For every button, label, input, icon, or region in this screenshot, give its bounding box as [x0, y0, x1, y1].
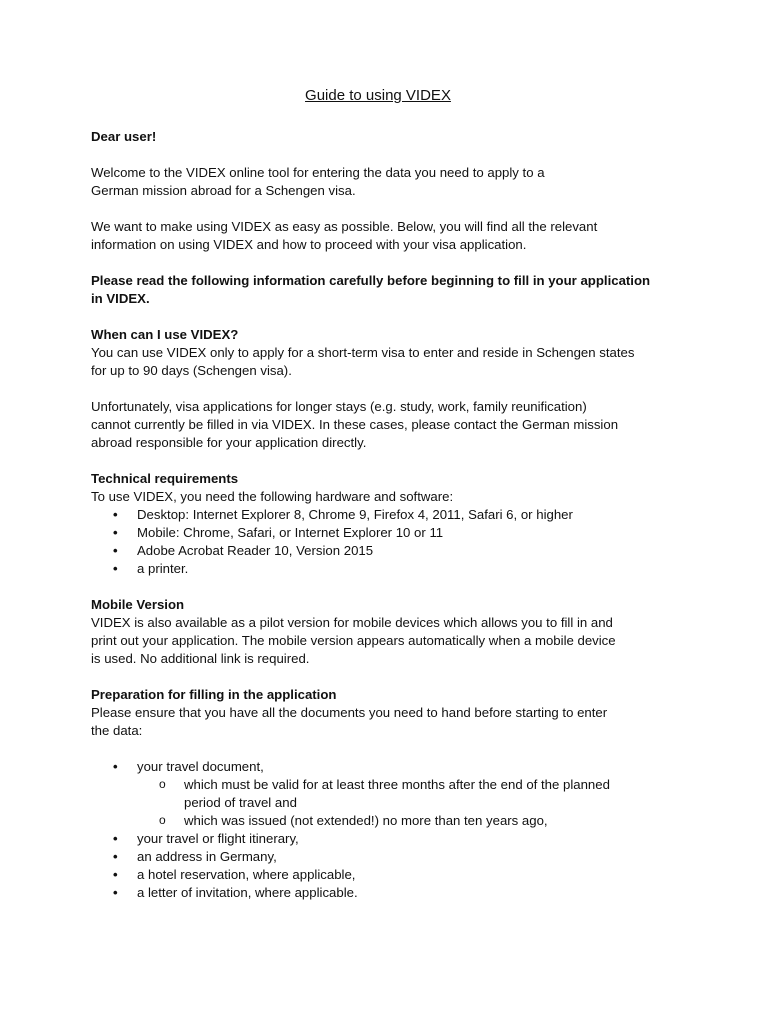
when-line-2: for up to 90 days (Schengen visa). [91, 363, 292, 378]
longer-stays-line-1: Unfortunately, visa applications for longer stays (e.g. study, work, family reunification) [91, 399, 587, 414]
notice-line-1: Please read the following information carefully before beginning to fill in your application [91, 273, 651, 288]
technical-requirements-list [91, 506, 681, 578]
list-item: • Desktop: Internet Explorer 8, Chrome 9, Firefox 4, 2011, Safari 6, or higher [91, 506, 681, 524]
sub-item-validity-line-1: o which must be valid for at least three months after the end of the planned [184, 777, 610, 792]
document-title: Guide to using VIDEX [305, 87, 451, 104]
list-item: • a printer. [91, 560, 681, 578]
sub-item-validity-line-2: period of travel and [184, 795, 297, 810]
list-item: • Mobile: Chrome, Safari, or Internet Explorer 10 or 11 [91, 524, 681, 542]
preparation-section [91, 686, 681, 740]
preparation-line-2: the data: [91, 723, 143, 738]
technical-section [91, 470, 681, 578]
mobile-line-1: VIDEX is also available as a pilot version for mobile devices which allows you to fill in and [91, 615, 613, 630]
intro-paragraph [91, 218, 681, 254]
list-item: • an address in Germany, [91, 848, 681, 866]
longer-stays-paragraph [91, 398, 681, 452]
mobile-line-2: print out your application. The mobile version appears automatically when a mobile device [91, 633, 616, 648]
notice-line-2: in VIDEX. [91, 291, 150, 306]
list-item: • a hotel reservation, where applicable, [91, 866, 681, 884]
notice-paragraph [91, 272, 681, 308]
mobile-heading: Mobile Version [91, 597, 185, 612]
preparation-documents-list [91, 758, 681, 902]
sub-list-item [137, 776, 681, 812]
sub-list-item: o which was issued (not extended!) no more than ten years ago, [137, 812, 681, 830]
list-item: • a letter of invitation, where applicable. [91, 884, 681, 902]
list-item: • your travel or flight itinerary, [91, 830, 681, 848]
when-heading: When can I use VIDEX? [91, 327, 239, 342]
list-item: • Adobe Acrobat Reader 10, Version 2015 [91, 542, 681, 560]
when-section [91, 326, 681, 380]
longer-stays-line-3: abroad responsible for your application directly. [91, 435, 367, 450]
list-item [91, 758, 681, 830]
mobile-line-3: is used. No additional link is required. [91, 651, 310, 666]
preparation-heading: Preparation for filling in the application [91, 687, 337, 702]
welcome-line-2: German mission abroad for a Schengen visa. [91, 183, 356, 198]
technical-intro: To use VIDEX, you need the following hardware and software: [91, 489, 454, 504]
travel-document-sublist [137, 776, 681, 830]
intro-line-1: We want to make using VIDEX as easy as possible. Below, you will find all the relevant [91, 219, 598, 234]
welcome-line-1: Welcome to the VIDEX online tool for entering the data you need to apply to a [91, 165, 545, 180]
longer-stays-line-2: cannot currently be filled in via VIDEX. In these cases, please contact the German mission [91, 417, 619, 432]
intro-line-2: information on using VIDEX and how to proceed with your visa application. [91, 237, 527, 252]
mobile-section [91, 596, 681, 668]
travel-document-item: your travel document, [137, 759, 264, 774]
technical-heading: Technical requirements [91, 471, 239, 486]
preparation-line-1: Please ensure that you have all the documents you need to hand before starting to enter [91, 705, 608, 720]
welcome-paragraph [91, 164, 681, 200]
greeting: Dear user! [91, 129, 157, 144]
document-body [91, 86, 681, 920]
when-line-1: You can use VIDEX only to apply for a short-term visa to enter and reside in Schengen states [91, 345, 635, 360]
